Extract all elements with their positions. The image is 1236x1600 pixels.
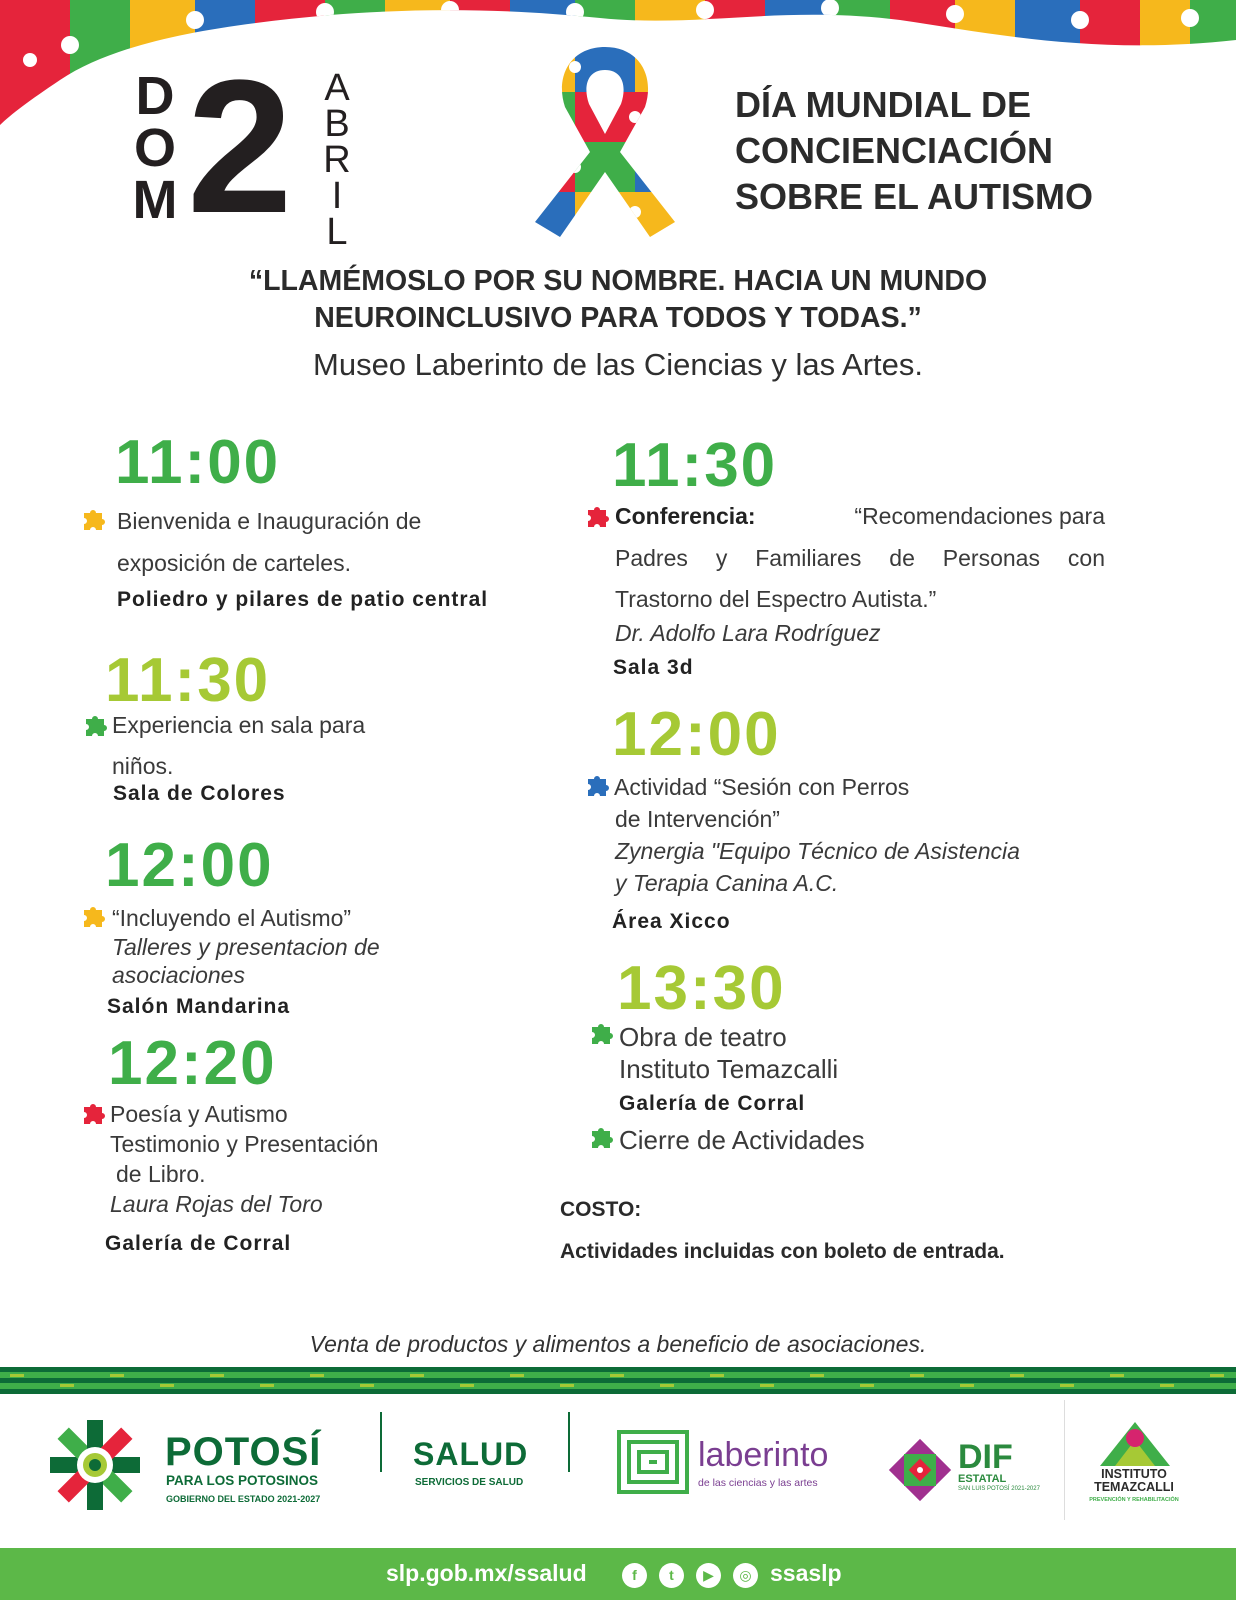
puzzle-piece-icon: [588, 1020, 614, 1046]
event-description: exposición de carteles.: [117, 550, 351, 576]
event-1130-conferencia: [612, 431, 778, 500]
event-description: Testimonio y Presentación: [110, 1131, 379, 1157]
cost-title: COSTO:: [560, 1198, 642, 1221]
event-time: 12:00: [105, 831, 274, 900]
day-number: 2: [187, 41, 287, 253]
temazcalli-line: INSTITUTO: [1101, 1467, 1167, 1481]
event-time: 11:30: [612, 431, 778, 500]
day-of-week: [125, 66, 185, 230]
event-place: Galería de Corral: [619, 1092, 806, 1115]
puzzle-piece-icon: [588, 1124, 614, 1150]
event-place: Sala de Colores: [113, 782, 286, 805]
event-description: [615, 503, 1105, 530]
event-description: “Incluyendo el Autismo”: [112, 905, 352, 931]
event-description: Actividad “Sesión con Perros: [614, 774, 910, 800]
headline-line: CONCIENCIACIÓN: [735, 130, 1054, 171]
event-time: 11:00: [115, 428, 281, 497]
event-1330: [617, 954, 786, 1023]
event-label: Conferencia:: [615, 503, 756, 529]
potosi-emblem-icon: [40, 1415, 150, 1515]
cost-text: Actividades incluidas con boleto de entrada.: [560, 1240, 1005, 1263]
puzzle-piece-icon: [80, 903, 106, 929]
event-place: Salón Mandarina: [107, 995, 291, 1018]
puzzle-piece-icon: [80, 506, 106, 532]
month: [317, 67, 357, 253]
quote-line: NEUROINCLUSIVO PARA TODOS Y TODAS.”: [314, 302, 922, 334]
event-detail: Talleres y presentacion de: [112, 934, 380, 960]
headline: [735, 82, 1093, 220]
event-description: de Libro.: [116, 1161, 206, 1187]
laberinto-subtitle: de las ciencias y las artes: [698, 1477, 818, 1489]
month-letter: R: [323, 139, 351, 181]
event-1100: [115, 428, 281, 497]
event-1200-talleres: [105, 831, 274, 900]
event-1130-kids: [105, 646, 271, 715]
twitter-icon[interactable]: t: [659, 1563, 684, 1588]
event-description-line: “Recomendaciones para: [854, 503, 1105, 529]
sponsor-logos: [0, 1400, 1236, 1540]
quote-line: “LLAMÉMOSLO POR SU NOMBRE. HACIA UN MUNDO: [248, 265, 988, 297]
puzzle-piece-icon: [584, 772, 610, 798]
event-time: 11:30: [105, 646, 271, 715]
dow-letter: M: [132, 170, 178, 230]
event-place: Área Xicco: [612, 910, 731, 933]
dif-small-text: SAN LUIS POTOSÍ 2021-2027: [958, 1486, 1040, 1492]
event-description: Poesía y Autismo: [110, 1101, 288, 1127]
puzzle-piece-icon: [80, 1100, 106, 1126]
headline-line: SOBRE EL AUTISMO: [735, 176, 1094, 217]
event-place: Poliedro y pilares de patio central: [117, 588, 489, 611]
headline-line: DÍA MUNDIAL DE: [735, 84, 1031, 125]
divider: [568, 1412, 570, 1472]
sale-note: Venta de productos y alimentos a beneficio de asociaciones.: [309, 1331, 927, 1357]
divider: [1064, 1400, 1065, 1520]
puzzle-piece-icon: [82, 712, 108, 738]
event-date: [125, 41, 360, 253]
temazcalli-line: TEMAZCALLI: [1094, 1480, 1174, 1494]
event-speaker: Dr. Adolfo Lara Rodríguez: [615, 620, 881, 646]
temazcalli-title: [1084, 1468, 1184, 1494]
facebook-icon[interactable]: f: [622, 1563, 647, 1588]
autism-ribbon-icon: [515, 42, 695, 247]
social-handle[interactable]: ssaslp: [770, 1560, 842, 1586]
salud-subtitle: SERVICIOS DE SALUD: [415, 1477, 524, 1488]
footer-bar: [0, 1548, 1236, 1600]
potosi-title: POTOSÍ: [165, 1430, 322, 1474]
event-description: Obra de teatro: [619, 1022, 787, 1052]
month-letter: B: [324, 103, 350, 145]
laberinto-title: laberinto: [698, 1436, 829, 1474]
closing-activity: Cierre de Actividades: [619, 1125, 865, 1155]
dif-subtitle: ESTATAL: [958, 1473, 1007, 1485]
temazcalli-subtitle: PREVENCIÓN Y REHABILITACIÓN: [1089, 1497, 1179, 1503]
dif-emblem-icon: [888, 1438, 952, 1502]
slogan-quote: [0, 263, 1236, 337]
event-time: 12:00: [612, 700, 781, 769]
puzzle-piece-icon: [584, 503, 610, 529]
potosi-government: GOBIERNO DEL ESTADO 2021-2027: [166, 1494, 321, 1504]
month-letter: A: [324, 67, 350, 109]
instagram-icon[interactable]: ◎: [733, 1563, 758, 1588]
event-description: Padres y Familiares de Personas con: [615, 545, 1105, 571]
divider: [380, 1412, 382, 1472]
event-place: Galería de Corral: [105, 1232, 292, 1255]
event-time: 12:20: [108, 1029, 277, 1098]
event-description: de Intervención”: [615, 806, 780, 832]
event-1220: [108, 1029, 277, 1098]
event-detail: asociaciones: [112, 962, 245, 988]
temazcalli-mountain-icon: [1100, 1418, 1170, 1468]
laberinto-maze-icon: [617, 1430, 689, 1494]
event-description: Instituto Temazcalli: [619, 1054, 839, 1084]
potosi-subtitle: PARA LOS POTOSINOS: [166, 1473, 319, 1488]
event-description: niños.: [112, 753, 174, 779]
venue: Museo Laberinto de las Ciencias y las Artes.: [313, 347, 923, 382]
event-1200-perros: [612, 700, 781, 769]
event-detail: Zynergia "Equipo Técnico de Asistencia: [615, 838, 1020, 864]
salud-title: SALUD: [413, 1436, 529, 1472]
youtube-icon[interactable]: ▶: [696, 1563, 721, 1588]
event-place: Sala 3d: [613, 656, 694, 679]
event-speaker: Laura Rojas del Toro: [110, 1191, 323, 1217]
dif-title: DIF: [958, 1438, 1013, 1476]
event-description: Bienvenida e Inauguración de: [117, 508, 422, 534]
decorative-stripe: [0, 1367, 1236, 1394]
event-description: Experiencia en sala para: [112, 712, 366, 738]
event-time: 13:30: [617, 954, 786, 1023]
dow-letter: D: [135, 66, 175, 126]
month-letter: I: [331, 175, 343, 217]
event-description: Trastorno del Espectro Autista.”: [615, 586, 937, 612]
dow-letter: O: [133, 118, 176, 178]
month-letter: L: [326, 211, 348, 253]
website-link[interactable]: slp.gob.mx/ssalud: [386, 1560, 587, 1586]
event-detail: y Terapia Canina A.C.: [615, 870, 839, 896]
